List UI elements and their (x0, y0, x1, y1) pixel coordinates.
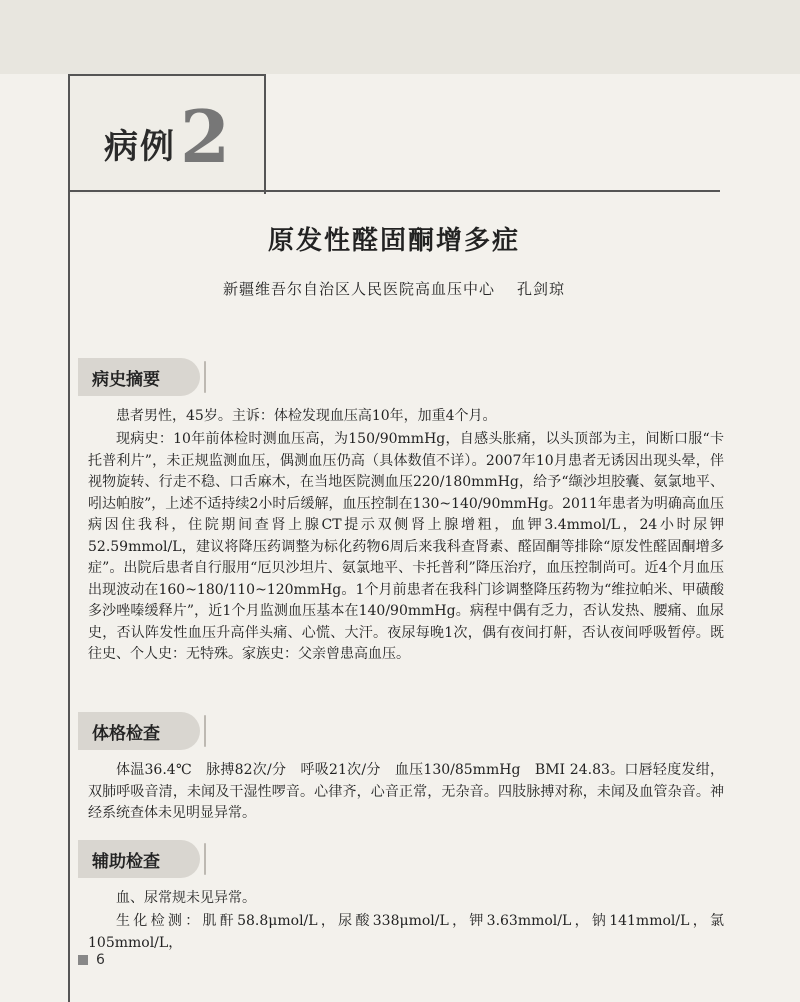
institution: 新疆维吾尔自治区人民医院高血压中心 (222, 280, 495, 298)
page-footer (78, 952, 105, 968)
margin-rule (68, 190, 70, 1002)
history-paragraph: 患者男性，45岁。主诉：体检发现血压高10年，加重4个月。 (116, 408, 497, 424)
auxiliary-paragraph: 生化检测：肌酐58.8μmol/L，尿酸338μmol/L，钾3.63mmol/L，钠141mmol/L，氯105mmol/L， (88, 913, 724, 951)
footer-square-icon (78, 955, 88, 965)
section-heading-physical: 体格检查 (78, 712, 200, 750)
section-heading-auxiliary: 辅助检查 (78, 840, 200, 878)
case-header (104, 94, 231, 179)
section-heading-history: 病史摘要 (78, 358, 200, 396)
top-band (0, 0, 800, 74)
affiliation-line (68, 278, 720, 299)
article-title: 原发性醛固酮增多症 (267, 226, 520, 256)
author: 孔剑琼 (517, 280, 566, 298)
auxiliary-paragraph: 血、尿常规未见异常。 (116, 890, 256, 906)
page-number: 6 (96, 952, 105, 968)
header-rule (68, 190, 720, 192)
history-paragraph: 现病史：10年前体检时测血压高，为150/90mmHg，自感头胀痛，以头顶部为主，间断口服“卡托普利片”，未正规监测血压，偶测血压仍高（具体数值不详）。2007年10月患者无诱因出现头晕，伴视物旋转、行走不稳、口舌麻木，在当地医院测血压220/180mmHg，给予“缬沙坦胶囊、氨氯地平、吲达帕胺”，上述不适持续2小时后缓解，血压控制在130~140/90mmHg。2011年患者为明确高血压病因住我科，住院期间查肾上腺CT提示双侧肾上腺增粗，血钾3.4mmol/L，24小时尿钾52.59mmol/L，建议将降压药调整为标化药物6周后来我科查肾素、醛固酮等排除“原发性醛固酮增多症”。出院后患者自行服用“厄贝沙坦片、氨氯地平、卡托普利”降压治疗，血压控制尚可。近4个月血压出现波动在160~180/110~120mmHg。1个月前患者在我科门诊调整降压药物为“维拉帕米、甲磺酸多沙唑嗪缓释片”，近1个月监测血压基本在140/90mmHg。病程中偶有乏力，否认发热、腰痛、血尿史，否认阵发性血压升高伴头痛、心慌、大汗。夜尿每晚1次，偶有夜间打鼾，否认夜间呼吸暂停。既往史、个人史：无特殊。家族史：父亲曾患高血压。 (88, 431, 724, 662)
physical-paragraph: 体温36.4℃ 脉搏82次/分 呼吸21次/分 血压130/85mmHg BMI 24.83。口唇轻度发绀，双肺呼吸音清，未闻及干湿性啰音。心律齐，心音正常，无杂音。四肢脉搏对称，未闻及血管杂音。神经系统查体未见明显异常。 (88, 762, 724, 821)
case-label: 病例 (104, 127, 176, 167)
case-number: 2 (180, 94, 231, 179)
